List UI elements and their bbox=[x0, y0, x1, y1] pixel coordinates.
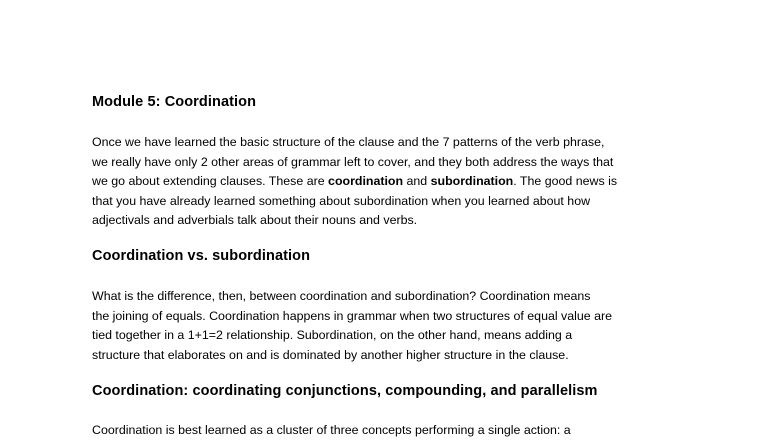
paragraph-line: tied together in a 1+1=2 relationship. Subordination, on the other hand, means adding a bbox=[92, 328, 573, 342]
bold-term-subordination: subordination bbox=[430, 174, 514, 188]
section-heading-coordination-vs-subordination: Coordination vs. subordination bbox=[92, 248, 311, 264]
paragraph-line: What is the difference, then, between coordination and subordination? Coordination means bbox=[92, 289, 591, 303]
paragraph-line: structure that elaborates on and is dominated by another higher structure in the clause. bbox=[92, 347, 569, 362]
text-run: we go about extending clauses. These are bbox=[92, 174, 329, 188]
paragraph-line: adjectivals and adverbials talk about their nouns and verbs. bbox=[92, 213, 418, 227]
paragraph-line bbox=[92, 172, 702, 192]
paragraph-line: the joining of equals. Coordination happens in grammar when two structures of equal value are bbox=[92, 308, 613, 323]
section-heading-coordinating-conjunctions: Coordination: coordinating conjunctions, compounding, and parallelism bbox=[92, 383, 598, 399]
text-run: and bbox=[403, 174, 431, 188]
bold-term-coordination: coordination bbox=[328, 174, 404, 188]
paragraph-line: Coordination is best learned as a cluster of three concepts performing a single action: a bbox=[92, 423, 571, 437]
text-run: . The good news is bbox=[513, 174, 618, 188]
difference-paragraph bbox=[92, 287, 702, 365]
cluster-paragraph bbox=[92, 421, 702, 441]
paragraph-line: Once we have learned the basic structure of the clause and the 7 patterns of the verb phrase, bbox=[92, 135, 605, 149]
module-title: Module 5: Coordination bbox=[92, 94, 257, 110]
intro-paragraph bbox=[92, 133, 702, 231]
paragraph-line: that you have already learned something about subordination when you learned about how bbox=[92, 193, 591, 208]
paragraph-line: we really have only 2 other areas of grammar left to cover, and they both address the ways that bbox=[92, 154, 614, 169]
